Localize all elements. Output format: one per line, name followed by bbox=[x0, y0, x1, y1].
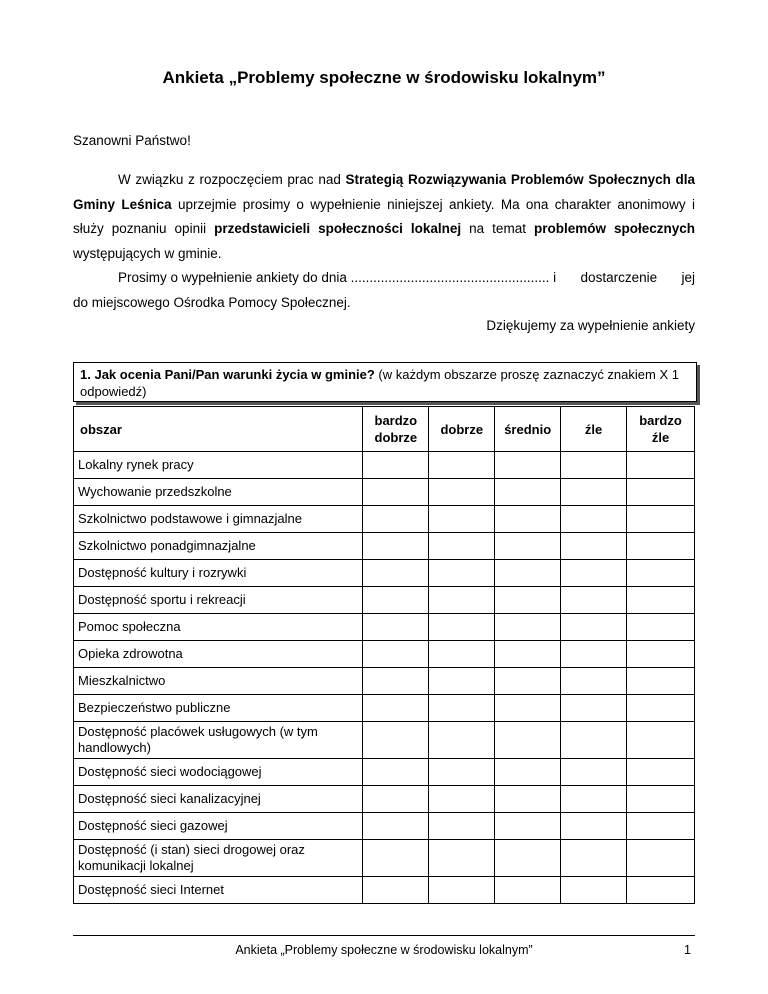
answer-cell-good[interactable] bbox=[429, 479, 495, 506]
answer-cell-bad[interactable] bbox=[561, 877, 627, 904]
answer-cell-very-bad[interactable] bbox=[627, 695, 695, 722]
emphasis-problems: problemów społecznych bbox=[533, 221, 695, 236]
table-row bbox=[74, 813, 695, 840]
answer-cell-very-good[interactable] bbox=[363, 614, 429, 641]
answer-cell-bad[interactable] bbox=[561, 587, 627, 614]
answer-cell-average[interactable] bbox=[495, 506, 561, 533]
answer-cell-very-bad[interactable] bbox=[627, 452, 695, 479]
answer-cell-bad[interactable] bbox=[561, 452, 627, 479]
header-area: obszar bbox=[74, 407, 363, 452]
answer-cell-very-good[interactable] bbox=[363, 587, 429, 614]
answer-cell-very-bad[interactable] bbox=[627, 614, 695, 641]
answer-cell-good[interactable] bbox=[429, 614, 495, 641]
area-label: Opieka zdrowotna bbox=[74, 641, 363, 668]
area-label: Dostępność (i stan) sieci drogowej oraz komunikacji lokalnej bbox=[74, 840, 363, 877]
answer-cell-very-bad[interactable] bbox=[627, 759, 695, 786]
table-row bbox=[74, 840, 695, 877]
answer-cell-very-bad[interactable] bbox=[627, 533, 695, 560]
question-text: Jak ocenia Pani/Pan warunki życia w gminie? bbox=[94, 367, 375, 382]
table-row bbox=[74, 877, 695, 904]
answer-cell-bad[interactable] bbox=[561, 533, 627, 560]
table-row bbox=[74, 533, 695, 560]
answer-cell-very-bad[interactable] bbox=[627, 877, 695, 904]
answer-cell-average[interactable] bbox=[495, 668, 561, 695]
answer-cell-very-good[interactable] bbox=[363, 506, 429, 533]
deadline-text-continued: do miejscowego Ośrodka Pomocy Społecznej. bbox=[73, 294, 351, 310]
answer-cell-very-bad[interactable] bbox=[627, 840, 695, 877]
area-label: Wychowanie przedszkolne bbox=[74, 479, 363, 506]
footer-divider bbox=[73, 935, 695, 936]
answer-cell-bad[interactable] bbox=[561, 641, 627, 668]
area-label: Lokalny rynek pracy bbox=[74, 452, 363, 479]
answer-cell-good[interactable] bbox=[429, 668, 495, 695]
intro-text-run: W związku z rozpoczęciem prac nad bbox=[118, 172, 346, 187]
answer-cell-very-bad[interactable] bbox=[627, 813, 695, 840]
document-title: Ankieta „Problemy społeczne w środowisku lokalnym” bbox=[162, 68, 606, 87]
answer-cell-very-bad[interactable] bbox=[627, 722, 695, 759]
answer-cell-bad[interactable] bbox=[561, 560, 627, 587]
table-row bbox=[74, 695, 695, 722]
intro-paragraph-1 bbox=[73, 168, 695, 266]
answer-cell-very-bad[interactable] bbox=[627, 786, 695, 813]
area-label: Dostępność sieci gazowej bbox=[74, 813, 363, 840]
answer-cell-bad[interactable] bbox=[561, 479, 627, 506]
answer-cell-very-good[interactable] bbox=[363, 695, 429, 722]
answer-cell-very-good[interactable] bbox=[363, 786, 429, 813]
answer-cell-bad[interactable] bbox=[561, 506, 627, 533]
table-row bbox=[74, 479, 695, 506]
area-label: Pomoc społeczna bbox=[74, 614, 363, 641]
area-label: Mieszkalnictwo bbox=[74, 668, 363, 695]
answer-cell-bad[interactable] bbox=[561, 840, 627, 877]
header-average: średnio bbox=[495, 407, 561, 452]
answer-cell-average[interactable] bbox=[495, 786, 561, 813]
answer-cell-very-good[interactable] bbox=[363, 560, 429, 587]
answer-cell-very-good[interactable] bbox=[363, 668, 429, 695]
answer-cell-average[interactable] bbox=[495, 722, 561, 759]
answer-cell-good[interactable] bbox=[429, 695, 495, 722]
header-very-bad: bardzo źle bbox=[627, 407, 695, 452]
question-note: (w każdym obszarze proszę zaznaczyć znakiem X 1 odpowiedź) bbox=[80, 367, 679, 399]
table-row bbox=[74, 759, 695, 786]
deadline-line bbox=[73, 266, 695, 291]
answer-cell-average[interactable] bbox=[495, 479, 561, 506]
deadline-text: jej bbox=[681, 270, 695, 285]
table-header-row bbox=[74, 407, 695, 452]
answer-cell-very-bad[interactable] bbox=[627, 479, 695, 506]
table-row bbox=[74, 786, 695, 813]
area-label: Szkolnictwo podstawowe i gimnazjalne bbox=[74, 506, 363, 533]
answer-cell-average[interactable] bbox=[495, 560, 561, 587]
area-label: Bezpieczeństwo publiczne bbox=[74, 695, 363, 722]
answer-cell-very-bad[interactable] bbox=[627, 641, 695, 668]
answer-cell-very-good[interactable] bbox=[363, 759, 429, 786]
answer-cell-good[interactable] bbox=[429, 506, 495, 533]
answer-cell-very-good[interactable] bbox=[363, 877, 429, 904]
intro-text-run: uprzejmie prosimy o wypełnienie niniejszej ankiety. Ma ona charakter anonimowy i służy poznaniu opinii bbox=[73, 196, 695, 236]
area-label: Dostępność sportu i rekreacji bbox=[74, 587, 363, 614]
footer-title: Ankieta „Problemy społeczne w środowisku lokalnym” bbox=[235, 943, 533, 957]
page-number: 1 bbox=[684, 943, 691, 957]
answer-cell-bad[interactable] bbox=[561, 614, 627, 641]
answer-cell-bad[interactable] bbox=[561, 668, 627, 695]
answer-cell-average[interactable] bbox=[495, 641, 561, 668]
answer-cell-good[interactable] bbox=[429, 452, 495, 479]
answer-cell-very-good[interactable] bbox=[363, 813, 429, 840]
table-row bbox=[74, 452, 695, 479]
answer-cell-good[interactable] bbox=[429, 813, 495, 840]
area-label: Dostępność placówek usługowych (w tym handlowych) bbox=[74, 722, 363, 759]
answer-cell-good[interactable] bbox=[429, 759, 495, 786]
answer-cell-good[interactable] bbox=[429, 786, 495, 813]
table-row bbox=[74, 668, 695, 695]
area-label: Dostępność sieci kanalizacyjnej bbox=[74, 786, 363, 813]
strategy-name: Strategią Rozwiązywania Problemów Społecznych dla Gminy Leśnica bbox=[73, 172, 696, 212]
header-very-good: bardzo dobrze bbox=[363, 407, 429, 452]
answer-cell-very-good[interactable] bbox=[363, 533, 429, 560]
area-label: Dostępność sieci wodociągowej bbox=[74, 759, 363, 786]
answer-cell-average[interactable] bbox=[495, 614, 561, 641]
header-good: dobrze bbox=[429, 407, 495, 452]
rating-table bbox=[73, 406, 695, 904]
table-row bbox=[74, 614, 695, 641]
greeting: Szanowni Państwo! bbox=[73, 133, 191, 148]
thanks-note: Dziękujemy za wypełnienie ankiety bbox=[486, 318, 695, 333]
answer-cell-bad[interactable] bbox=[561, 695, 627, 722]
area-label: Szkolnictwo ponadgimnazjalne bbox=[74, 533, 363, 560]
answer-cell-very-bad[interactable] bbox=[627, 560, 695, 587]
area-label: Dostępność sieci Internet bbox=[74, 877, 363, 904]
answer-cell-bad[interactable] bbox=[561, 786, 627, 813]
answer-cell-average[interactable] bbox=[495, 533, 561, 560]
answer-cell-good[interactable] bbox=[429, 641, 495, 668]
question-1-box bbox=[73, 362, 697, 402]
answer-cell-good[interactable] bbox=[429, 560, 495, 587]
intro-text-run: występujących w gminie. bbox=[73, 245, 222, 261]
answer-cell-very-good[interactable] bbox=[363, 840, 429, 877]
emphasis-community: przedstawicieli społeczności lokalnej bbox=[214, 221, 462, 236]
answer-cell-very-bad[interactable] bbox=[627, 587, 695, 614]
table-row bbox=[74, 506, 695, 533]
answer-cell-very-good[interactable] bbox=[363, 641, 429, 668]
answer-cell-very-bad[interactable] bbox=[627, 506, 695, 533]
answer-cell-bad[interactable] bbox=[561, 722, 627, 759]
answer-cell-very-good[interactable] bbox=[363, 452, 429, 479]
intro-text bbox=[73, 168, 695, 315]
answer-cell-very-good[interactable] bbox=[363, 479, 429, 506]
answer-cell-bad[interactable] bbox=[561, 813, 627, 840]
answer-cell-good[interactable] bbox=[429, 840, 495, 877]
answer-cell-very-good[interactable] bbox=[363, 722, 429, 759]
answer-cell-average[interactable] bbox=[495, 452, 561, 479]
deadline-text: dostarczenie bbox=[580, 270, 658, 285]
answer-cell-good[interactable] bbox=[429, 587, 495, 614]
area-label: Dostępność kultury i rozrywki bbox=[74, 560, 363, 587]
answer-cell-average[interactable] bbox=[495, 695, 561, 722]
answer-cell-good[interactable] bbox=[429, 533, 495, 560]
table-row bbox=[74, 641, 695, 668]
answer-cell-bad[interactable] bbox=[561, 759, 627, 786]
table-row bbox=[74, 587, 695, 614]
header-bad: źle bbox=[561, 407, 627, 452]
question-number: 1. bbox=[80, 367, 91, 382]
table-row bbox=[74, 560, 695, 587]
answer-cell-good[interactable] bbox=[429, 877, 495, 904]
answer-cell-average[interactable] bbox=[495, 877, 561, 904]
table-row bbox=[74, 722, 695, 759]
answer-cell-average[interactable] bbox=[495, 813, 561, 840]
answer-cell-average[interactable] bbox=[495, 759, 561, 786]
answer-cell-very-bad[interactable] bbox=[627, 668, 695, 695]
answer-cell-good[interactable] bbox=[429, 722, 495, 759]
intro-text-run: na temat bbox=[461, 221, 534, 236]
deadline-text: Prosimy o wypełnienie ankiety do dnia ..................................................... i bbox=[118, 270, 557, 285]
answer-cell-average[interactable] bbox=[495, 587, 561, 614]
answer-cell-average[interactable] bbox=[495, 840, 561, 877]
